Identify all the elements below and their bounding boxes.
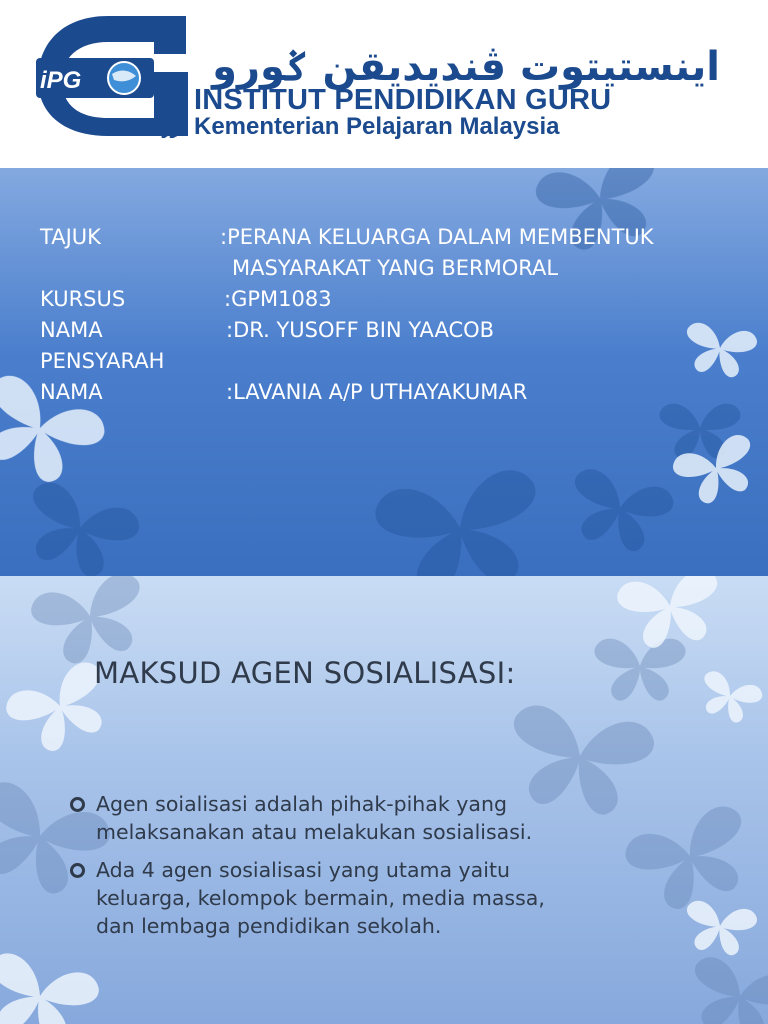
list-item (70, 856, 720, 940)
bullet-icon (70, 863, 85, 878)
ministry-name: Kementerian Pelajaran Malaysia (194, 113, 560, 140)
value-nama: :LAVANIA A/P UTHAYAKUMAR (226, 380, 528, 404)
title-slide (0, 168, 768, 576)
value-pensyarah: :DR. YUSOFF BIN YAACOB (226, 318, 495, 342)
bullet-2-line-2: keluarga, kelompok bermain, media massa, (96, 886, 545, 910)
institute-name: INSTITUT PENDIDIKAN GURU (194, 84, 612, 116)
value-tajuk-line2: MASYARAKAT YANG BERMORAL (232, 256, 559, 280)
bullet-1-line-1: Agen soialisasi adalah pihak-pihak yang (96, 792, 507, 816)
label-pensyarah: PENSYARAH (40, 349, 165, 373)
label-nama-pensyarah: NAMA (40, 318, 103, 342)
jawi-title: اينستيتوت ڤنديديقن ݢورو (212, 44, 720, 90)
value-kursus: :GPM1083 (224, 287, 332, 311)
list-item (70, 790, 720, 846)
label-kursus: KURSUS (40, 287, 126, 311)
bullet-2-line-1: Ada 4 agen sosialisasi yang utama yaitu (96, 858, 510, 882)
logo-text: iPG (40, 67, 82, 94)
ipg-logo (36, 14, 192, 138)
bullet-list (70, 790, 720, 950)
slide-title: MAKSUD AGEN SOSIALISASI: (94, 656, 516, 690)
content-slide (0, 576, 768, 1024)
bullet-2-line-3: dan lembaga pendidikan sekolah. (96, 914, 442, 938)
value-tajuk: :PERANA KELUARGA DALAM MEMBENTUK (220, 225, 654, 249)
bullet-1-line-2: melaksanakan atau melakukan sosialisasi. (96, 820, 533, 844)
header-banner (0, 0, 768, 168)
bullet-icon (70, 797, 85, 812)
label-nama: NAMA (40, 380, 103, 404)
label-tajuk: TAJUK (40, 225, 101, 249)
